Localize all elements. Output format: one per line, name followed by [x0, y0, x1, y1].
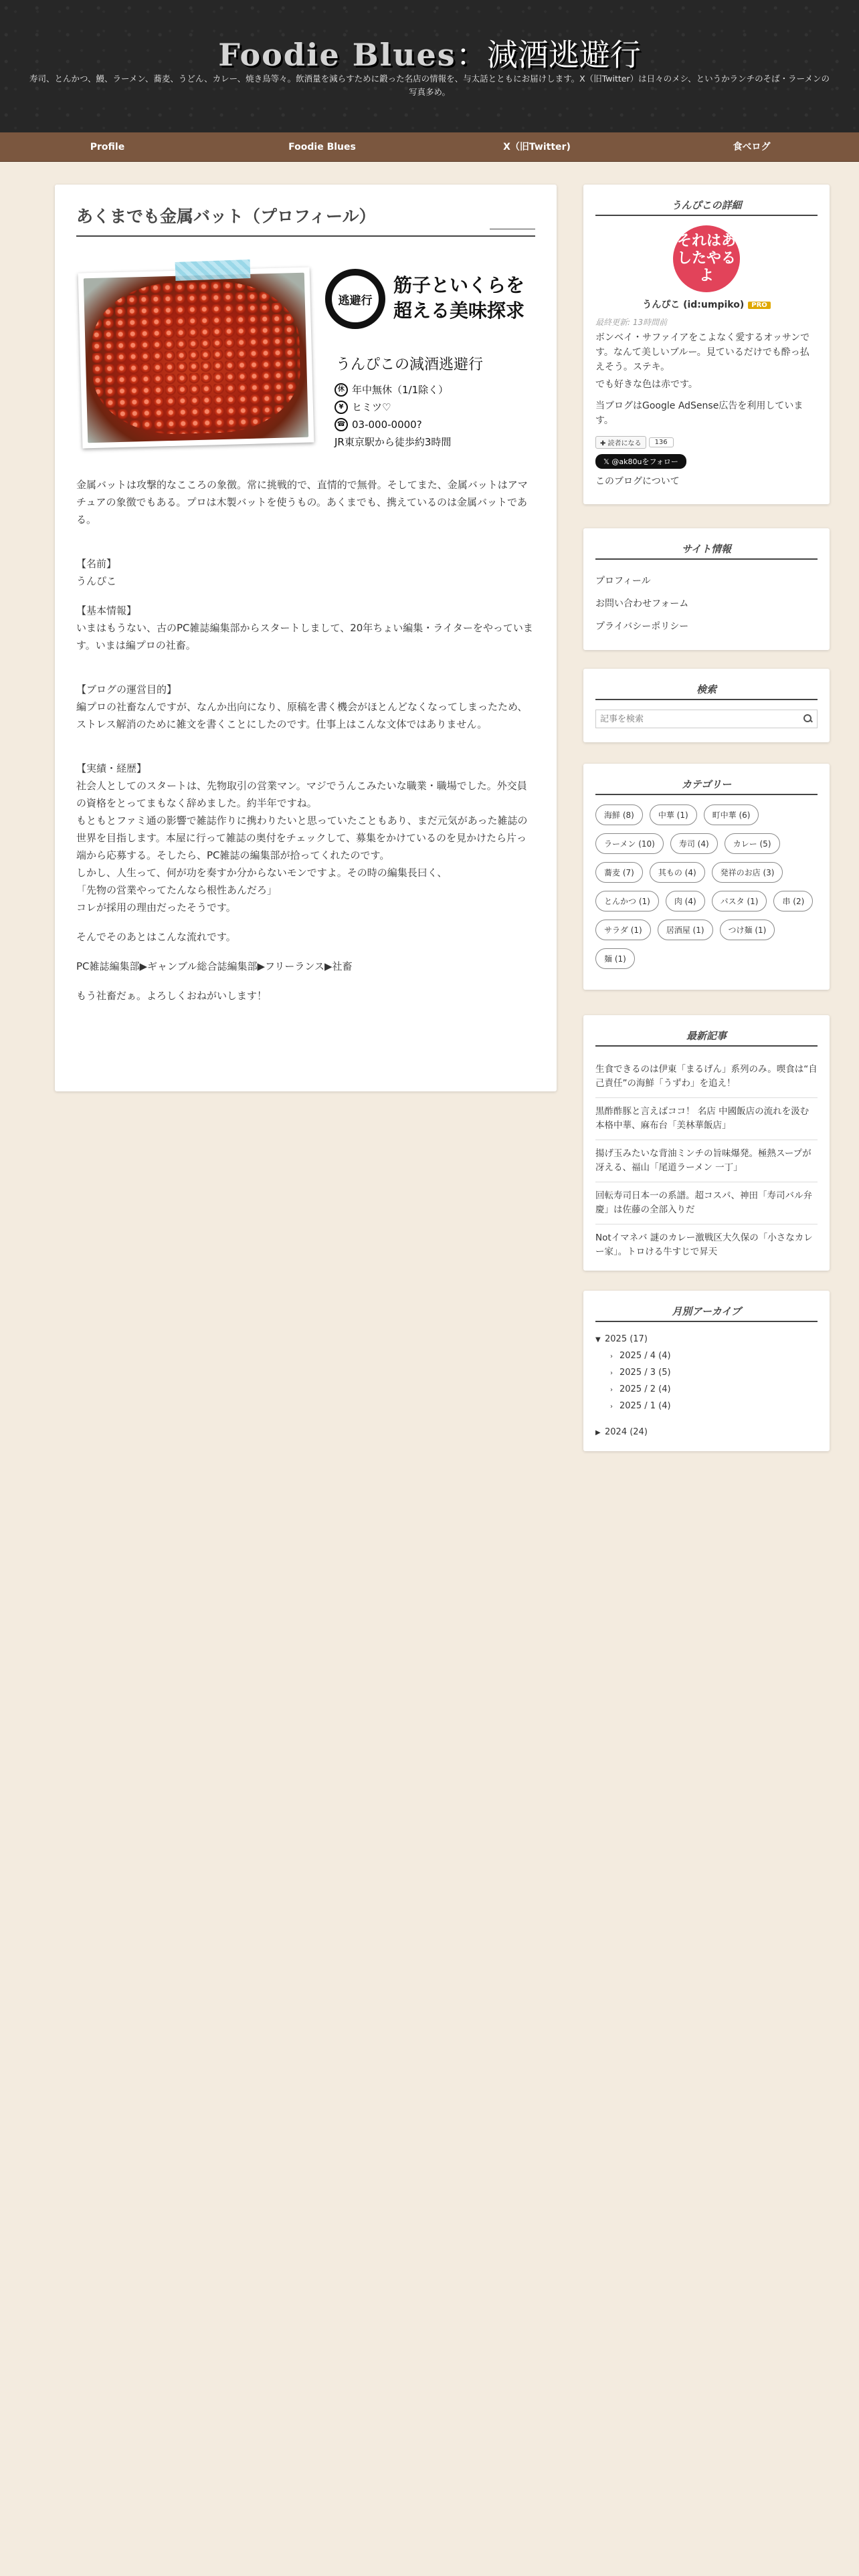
adsense-note: 当ブログはGoogle AdSense広告を利用しています。 — [595, 401, 803, 426]
site-info-widget — [583, 528, 830, 650]
search-box — [595, 710, 818, 728]
basic-text: いまはもうない、古のPC雑誌編集部からスタートしまして、20年ちょい編集・ライターをやっています。いまは編プロの社畜。 — [76, 622, 533, 651]
recent-post-link[interactable]: 黒酢酢豚と言えばココ！ 名店 中國飯店の流れを汲む本格中華、麻布台「美林華飯店」 — [595, 1098, 818, 1140]
category-tags — [595, 804, 818, 969]
nav-item-foodie-blues[interactable]: Foodie Blues — [288, 142, 356, 152]
category-widget — [583, 764, 830, 990]
career-path: PC雑誌編集部▶ギャンブル総合誌編集部▶フリーランス▶社畜 — [76, 960, 353, 972]
budget-icon: ¥ — [335, 401, 348, 414]
profile-widget-title: うんぴこの詳細 — [595, 198, 818, 216]
hero-image — [76, 258, 535, 459]
entry-title[interactable]: あくまでも金属バット（プロフィール） — [76, 207, 376, 226]
career-heading: 【実績・経歴】 — [76, 762, 147, 774]
chevron-right-icon: › — [610, 1370, 613, 1377]
phone-icon: ☎ — [335, 418, 348, 431]
nav-item-twitter[interactable]: X（旧Twitter) — [503, 142, 571, 152]
shop-access: JR東京駅から徒歩約3時間 — [335, 436, 452, 448]
recent-post-link[interactable]: Notイマネバ 謎のカレー激戦区大久保の「小さなカレー家」。トロける牛すじで昇天 — [595, 1232, 813, 1257]
link-profile[interactable]: プロフィール — [595, 576, 651, 586]
site-description: 寿司、とんかつ、鰻、ラーメン、蕎麦、うどん、カレー、焼き鳥等々。飲酒量を減らすために鍛った名店の情報を、与太話とともにお届けします。X（旧Twitter）は日々のメシ、というかランチのそば・ラーメンの写真多め。 — [29, 74, 830, 97]
recent-post-link[interactable]: 回転寿司日本一の系譜。超コスパ、神田「寿司バル弁慶」は佐藤の全部入りだ — [595, 1182, 818, 1224]
site-info-title: サイト情報 — [595, 542, 818, 560]
archive-title: 月別アーカイブ — [595, 1304, 818, 1322]
badge-circle: 逃避行 — [325, 269, 385, 329]
archive-month-label: 2025 / 1 (4) — [619, 1401, 671, 1411]
recent-post-link[interactable]: 生食できるのは伊東「まるげん」系列のみ。喫食は“自己責任”の海鮮「うずわ」を追え！ — [595, 1056, 818, 1098]
category-tag[interactable]: カレー (5) — [725, 833, 780, 854]
nav-item-tabelog[interactable]: 食べログ — [733, 142, 771, 152]
archive-year-2025[interactable] — [595, 1331, 818, 1348]
chevron-right-icon: › — [610, 1353, 613, 1360]
holiday-icon: 休 — [335, 383, 348, 397]
profile-bio-2: でも好きな色は赤です。 — [595, 379, 698, 390]
roe-texture — [90, 280, 302, 436]
chevron-right-icon: › — [610, 1403, 613, 1410]
search-icon[interactable] — [803, 714, 813, 724]
category-tag[interactable]: ラーメン (10) — [595, 833, 664, 854]
category-tag[interactable]: 串 (2) — [773, 891, 813, 911]
career-quote: 「先物の営業やってたんなら根性あんだろ」 — [76, 884, 278, 896]
category-tag[interactable]: 肉 (4) — [666, 891, 705, 911]
title-rule — [76, 235, 535, 237]
career-text-4: コレが採用の理由だったそうです。 — [76, 901, 236, 914]
profile-avatar[interactable]: それはあしたやるよ — [673, 225, 740, 292]
career-text-3: しかし、人生って、何が功を奏すか分からないモンですよ。その時の編集長曰く、 — [76, 867, 448, 879]
closing-text: もう社畜だぁ。よろしくおねがいします！ — [76, 990, 268, 1002]
intro-paragraph: 金属バットは攻撃的なこころの象徴。常に挑戦的で、直情的で無骨。そしてまた、金属バットはアマチュアの象徴でもある。プロは木製バットを使うもの。あくまでも、携えているのは金属バットである。 — [76, 479, 528, 526]
category-tag[interactable]: サラダ (1) — [595, 920, 651, 940]
archive-year-label: 2025 (17) — [605, 1334, 648, 1344]
pro-badge: PRO — [748, 302, 771, 309]
category-tag[interactable]: 居酒屋 (1) — [658, 920, 713, 940]
category-tag[interactable]: 麺 (1) — [595, 948, 635, 969]
shop-name: うんぴこの減酒逃避行 — [336, 356, 484, 373]
ikura-photo — [78, 267, 314, 449]
category-tag[interactable]: 海鮮 (8) — [595, 804, 643, 825]
archive-month[interactable] — [595, 1382, 818, 1398]
archive-year-label: 2024 (24) — [605, 1427, 648, 1437]
recent-posts-widget — [583, 1015, 830, 1271]
last-updated: 最終更新: 13時間前 — [595, 318, 668, 327]
career-text-2: もともとファミ通の影響で雑誌作りに携わりたいと思っていたこともあり、まだ元気があった雑誌の世界を目指します。本屋に行って雑誌の奥付をチェックして、募集をかけているのを見かけたら片っ端から応募する。そしたら、PC雑誌の編集部が拾ってくれたのです。 — [76, 815, 528, 861]
shop-holiday: 年中無休（1/1除く） — [352, 384, 449, 396]
flow-text: そんでそのあとはこんな流れです。 — [76, 931, 236, 943]
shop-info — [335, 381, 451, 451]
recent-posts-list — [595, 1056, 818, 1266]
tape-decoration — [175, 259, 251, 281]
site-info-links — [595, 569, 818, 637]
career-text-1: 社会人としてのスタートは、先物取引の営業マン。マジでうんこみたいな職業・職場でした。外交員の資格をとってまもなく辞めました。約半年ですね。 — [76, 780, 527, 809]
link-contact-form[interactable]: お問い合わせフォーム — [595, 599, 689, 609]
caret-right-icon[interactable]: ▶ — [595, 1429, 601, 1436]
caret-down-icon[interactable]: ▼ — [595, 1336, 601, 1344]
catch-line-2: 超える美味探求 — [393, 300, 525, 322]
category-tag[interactable]: 其もの (4) — [650, 862, 705, 883]
category-title: カテゴリー — [595, 777, 818, 795]
article-card — [55, 185, 557, 1091]
chevron-right-icon: › — [610, 1386, 613, 1394]
purpose-heading: 【ブログの運営目的】 — [76, 683, 177, 695]
nav-item-profile[interactable]: Profile — [90, 142, 125, 152]
category-tag[interactable]: 中華 (1) — [650, 804, 697, 825]
recent-post-link[interactable]: 揚げ玉みたいな背油ミンチの旨味爆発。極熱スープが冴える、福山「尾道ラーメン 一丁」 — [595, 1140, 818, 1182]
category-tag[interactable]: とんかつ (1) — [595, 891, 659, 911]
profile-bio-1: ボンベイ・サファイアをこよなく愛するオッサンです。なんて美しいブルー。見ているだけでも酔っ払えそう。ステキ。 — [595, 332, 810, 372]
category-tag[interactable]: パスタ (1) — [712, 891, 767, 911]
category-tag[interactable]: 発祥のお店 (3) — [712, 862, 783, 883]
search-input[interactable] — [600, 714, 803, 724]
site-title[interactable] — [0, 31, 859, 75]
category-tag[interactable]: 町中華 (6) — [704, 804, 759, 825]
purpose-text: 編プロの社畜なんですが、なんか出向になり、原稿を書く機会がほとんどなくなってしまったため、ストレス解消のために雑文を書くことにしたのです。仕事上はこんな文体ではありません。 — [76, 701, 528, 730]
profile-name[interactable]: うんぴこ (id:umpiko) — [642, 300, 745, 310]
catch-line-1: 筋子といくらを — [393, 274, 525, 296]
shop-phone: 03-000-0000? — [352, 419, 422, 431]
shop-budget: ヒミツ♡ — [352, 401, 391, 413]
site-title-en: Foodie Blues — [218, 37, 456, 73]
category-tag[interactable]: 蕎麦 (7) — [595, 862, 643, 883]
subscribe-button[interactable]: ✚ 読者になる — [595, 436, 646, 449]
archive-month-label: 2025 / 2 (4) — [619, 1384, 671, 1394]
category-tag[interactable]: つけ麺 (1) — [720, 920, 775, 940]
name-heading: 【名前】 — [76, 558, 117, 570]
link-privacy-policy[interactable]: プライバシーポリシー — [595, 621, 689, 632]
archive-year-2024[interactable] — [595, 1424, 818, 1441]
profile-name-row — [595, 298, 818, 311]
archive-month-label: 2025 / 4 (4) — [619, 1351, 671, 1361]
about-blog-link[interactable]: このブログについて — [595, 476, 680, 487]
archive-month[interactable] — [595, 1365, 818, 1382]
archive-widget — [583, 1291, 830, 1451]
category-tag[interactable]: 寿司 (4) — [670, 833, 718, 854]
profile-widget — [583, 185, 830, 504]
archive-month-label: 2025 / 3 (5) — [619, 1368, 671, 1378]
reader-row — [595, 436, 818, 449]
archive-month[interactable] — [595, 1398, 818, 1415]
archive-list — [595, 1331, 818, 1441]
site-title-jp: 減酒逃避行 — [486, 37, 641, 73]
name-value: うんぴこ — [76, 575, 117, 587]
recent-posts-title: 最新記事 — [595, 1029, 818, 1047]
x-follow-button[interactable]: 𝕏 @ak80uをフォロー — [595, 454, 686, 469]
site-title-sep: ： — [456, 37, 487, 73]
entry-body — [76, 476, 535, 1016]
reader-count: 136 — [649, 437, 674, 447]
hero-catchphrase — [393, 273, 524, 324]
archive-month[interactable] — [595, 1348, 818, 1365]
basic-heading: 【基本情報】 — [76, 605, 137, 617]
ikura-bowl — [84, 273, 308, 443]
search-widget — [583, 669, 830, 742]
search-title: 検索 — [595, 682, 818, 700]
site-header — [0, 0, 859, 132]
global-nav — [0, 132, 859, 162]
